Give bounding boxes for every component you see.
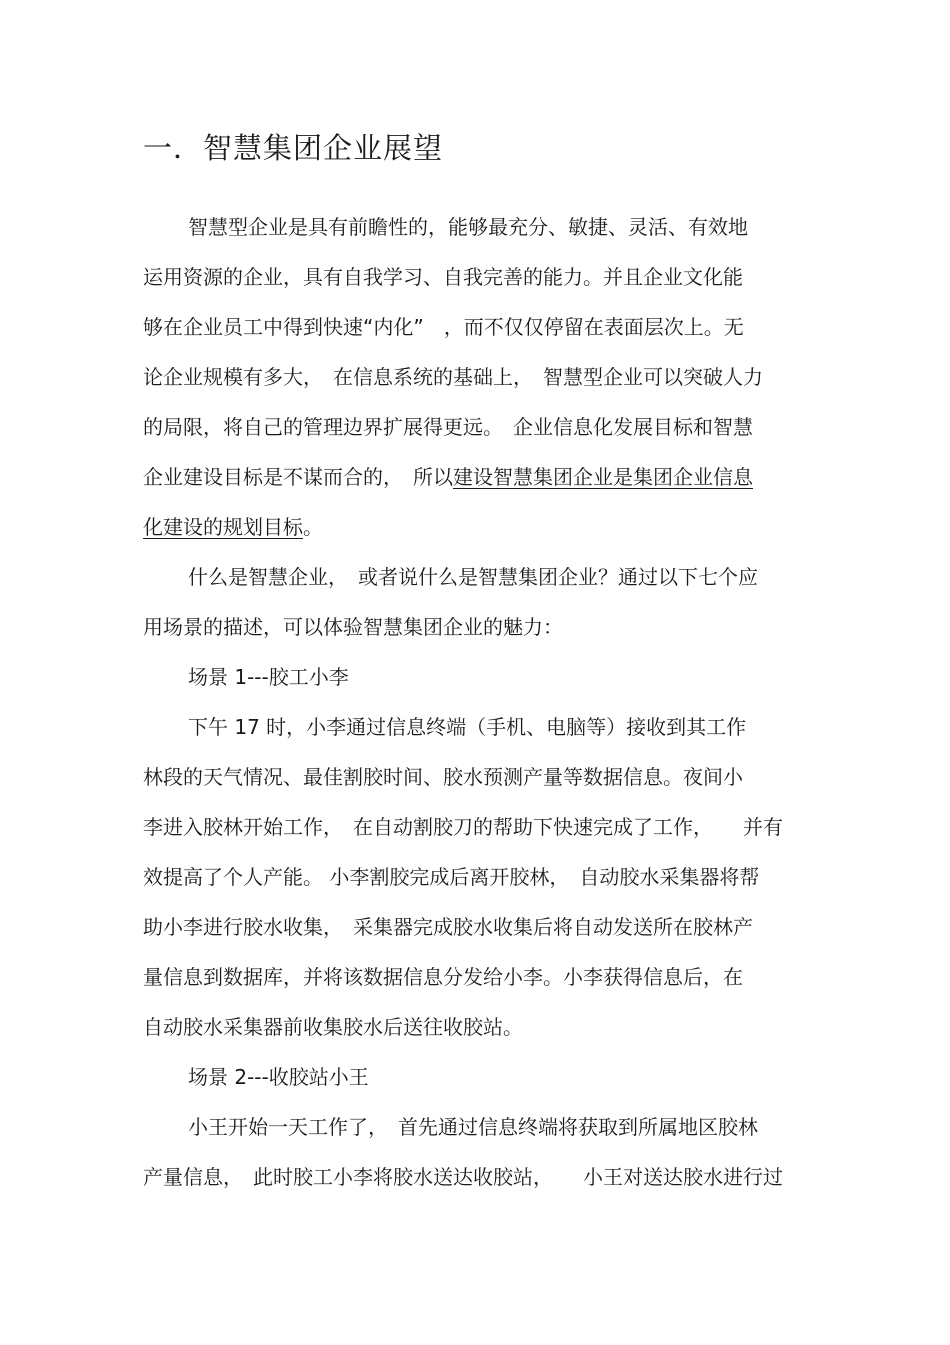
paragraph-line: [143, 513, 323, 541]
underlined-text: 化建设的规划目标: [143, 515, 303, 539]
paragraph-line: 李进入胶林开始工作， 在自动割胶刀的帮助下快速完成了工作， 并有: [143, 815, 783, 839]
paragraph-line: 智慧型企业是具有前瞻性的，能够最充分、敏捷、灵活、有效地: [188, 215, 748, 239]
paragraph-text: 。: [303, 515, 323, 539]
paragraph-line: 运用资源的企业，具有自我学习、自我完善的能力。并且企业文化能: [143, 265, 743, 289]
paragraph-line: 林段的天气情况、最佳割胶时间、胶水预测产量等数据信息。夜间小: [143, 765, 743, 789]
paragraph-line: 论企业规模有多大， 在信息系统的基础上， 智慧型企业可以突破人力: [143, 365, 763, 389]
paragraph-text: 企业建设目标是不谋而合的， 所以: [143, 465, 453, 489]
paragraph-line: 什么是智慧企业， 或者说什么是智慧集团企业？通过以下七个应: [188, 565, 758, 589]
paragraph-line: 小王开始一天工作了， 首先通过信息终端将获取到所属地区胶林: [188, 1115, 758, 1139]
scene-title: 场景 2---收胶站小王: [188, 1065, 369, 1089]
paragraph-line: [143, 463, 753, 491]
paragraph-line: 产量信息， 此时胶工小李将胶水送达收胶站， 小王对送达胶水进行过: [143, 1165, 783, 1189]
paragraph-line: 用场景的描述，可以体验智慧集团企业的魅力：: [143, 615, 563, 639]
scene-title: 场景 1---胶工小李: [188, 665, 349, 689]
paragraph-line: 下午 17 时，小李通过信息终端（手机、电脑等）接收到其工作: [188, 715, 747, 739]
paragraph-line: 助小李进行胶水收集， 采集器完成胶水收集后将自动发送所在胶林产: [143, 915, 753, 939]
paragraph-line: 效提高了个人产能。 小李割胶完成后离开胶林， 自动胶水采集器将帮: [143, 865, 760, 889]
underlined-text: 建设智慧集团企业是集团企业信息: [453, 465, 753, 489]
paragraph-line: 的局限，将自己的管理边界扩展得更远。 企业信息化发展目标和智慧: [143, 415, 753, 439]
paragraph-line: 量信息到数据库，并将该数据信息分发给小李。小李获得信息后，在: [143, 965, 743, 989]
section-heading: 一．智慧集团企业展望: [143, 131, 444, 165]
paragraph-line: 够在企业员工中得到快速“内化” ，而不仅仅停留在表面层次上。无: [143, 315, 744, 339]
paragraph-line: 自动胶水采集器前收集胶水后送往收胶站。: [143, 1015, 523, 1039]
